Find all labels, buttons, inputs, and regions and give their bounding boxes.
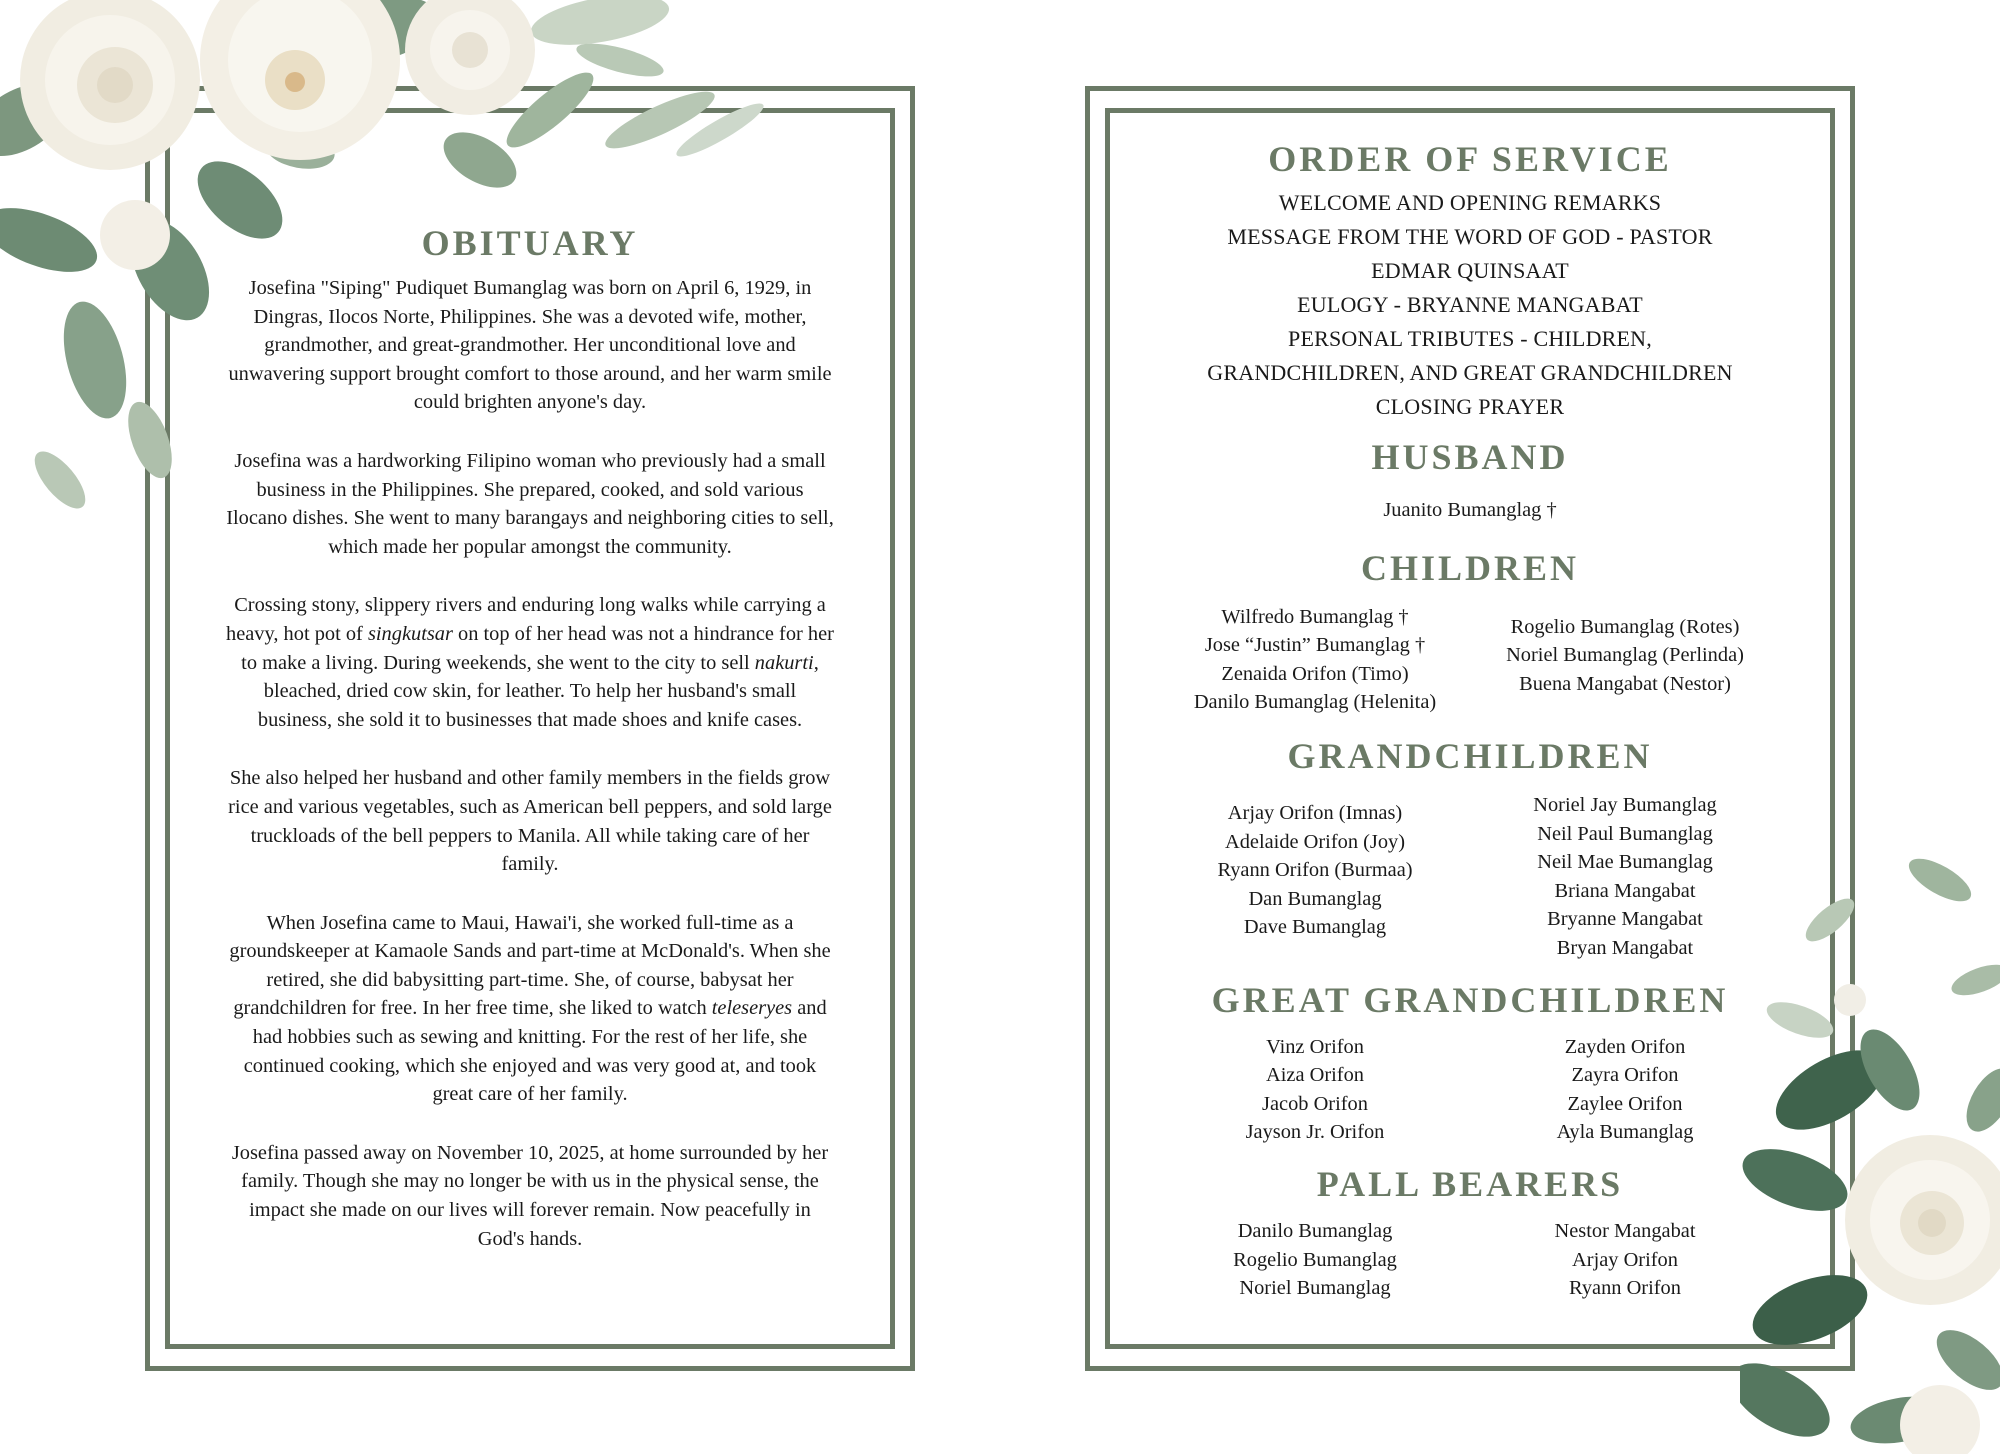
grandchildren-columns xyxy=(1135,791,1805,963)
pall-bearer-name: Ryann Orifon xyxy=(1569,1277,1681,1300)
obituary-paragraph xyxy=(225,1139,835,1253)
husband-name: Juanito Bumanglag † xyxy=(1383,499,1557,521)
obituary-text-run: When Josefina came to Maui, Hawai'i, she worked full-time as a groundskeeper at Kamaole Sands and part-time at McDonald's. When she retired, she did babysitting part-time. She, of course, babysat her grandchildren for free. In her free time, she liked to watch xyxy=(229,911,831,1020)
grandchild-name: Arjay Orifon (Imnas) xyxy=(1227,801,1403,824)
child-name: Buena Mangabat (Nestor) xyxy=(1519,672,1731,695)
grandchild-name: Neil Paul Bumanglag xyxy=(1537,822,1713,845)
child-name: Noriel Bumanglag (Perlinda) xyxy=(1506,644,1744,667)
children-left-column xyxy=(1160,603,1470,717)
child-name: Jose “Justin” Bumanglag † xyxy=(1204,634,1426,657)
order-of-service-item: PERSONAL TRIBUTES - CHILDREN, xyxy=(1288,326,1652,351)
grandchild-name: Neil Mae Bumanglag xyxy=(1537,851,1713,874)
pall-bearer-name: Nestor Mangabat xyxy=(1554,1219,1696,1242)
obituary-body xyxy=(225,274,835,1253)
order-of-service-list xyxy=(1135,186,1805,424)
grandchild-name: Briana Mangabat xyxy=(1554,879,1696,902)
grandchild-name: Dave Bumanglag xyxy=(1243,916,1387,939)
great-grandchild-name: Ayla Bumanglag xyxy=(1556,1121,1694,1144)
order-of-service-item: EDMAR QUINSAAT xyxy=(1371,258,1569,283)
great-grandchild-name: Zaylee Orifon xyxy=(1567,1092,1683,1115)
pall-bearer-name: Rogelio Bumanglag xyxy=(1233,1248,1397,1271)
pall-bearers-left-column xyxy=(1160,1217,1470,1303)
obituary-italic-term: nakurti xyxy=(754,651,814,674)
obituary-title: OBITUARY xyxy=(421,223,639,263)
obituary-paragraph xyxy=(225,591,835,734)
great-grandchildren-right-column xyxy=(1470,1033,1780,1147)
obituary-text-run: Josefina "Siping" Pudiquet Bumanglag was born on April 6, 1929, in Dingras, Ilocos Norte, Philippines. She was a devoted wife, mother, grandmother, and great-grandmother. Her unconditional love and unwavering support brought comfort to those around, and her warm smile could brighten anyone's day. xyxy=(228,277,832,414)
grandchild-name: Bryan Mangabat xyxy=(1556,936,1694,959)
great-grandchild-name: Zayra Orifon xyxy=(1571,1064,1679,1087)
obituary-paragraph xyxy=(225,274,835,417)
great-grandchild-name: Zayden Orifon xyxy=(1564,1035,1686,1058)
grandchildren-title: GRANDCHILDREN xyxy=(1287,735,1653,776)
child-name: Zenaida Orifon (Timo) xyxy=(1221,662,1409,685)
obituary-text-run: Josefina passed away on November 10, 2025, at home surrounded by her family. Though she may no longer be with us in the physical sense, the impact she made on our lives will forever remain. Now peacefully in God's hands. xyxy=(231,1141,829,1250)
pall-bearers-right-column xyxy=(1470,1217,1780,1303)
pall-bearer-name: Danilo Bumanglag xyxy=(1237,1219,1393,1242)
order-of-service-item: GRANDCHILDREN, AND GREAT GRANDCHILDREN xyxy=(1207,360,1733,385)
obituary-text-run: She also helped her husband and other family members in the fields grow rice and various vegetables, such as American bell peppers, and sold large truckloads of the bell peppers to Manila. All while taking care of her family. xyxy=(228,767,832,876)
great-grandchildren-title: GREAT GRANDCHILDREN xyxy=(1211,979,1729,1020)
order-of-service-item: CLOSING PRAYER xyxy=(1375,394,1565,419)
order-of-service-item: MESSAGE FROM THE WORD OF GOD - PASTOR xyxy=(1227,224,1713,249)
children-title: CHILDREN xyxy=(1360,547,1580,588)
obituary-paragraph xyxy=(225,447,835,561)
children-columns xyxy=(1135,603,1805,717)
obituary-italic-term: teleseryes xyxy=(711,997,793,1020)
order-of-service-item: WELCOME AND OPENING REMARKS xyxy=(1278,190,1662,215)
great-grandchild-name: Vinz Orifon xyxy=(1266,1035,1364,1058)
pall-bearer-name: Arjay Orifon xyxy=(1572,1248,1678,1271)
obituary-text-run: on top of her head was not a hindrance for her to make a living. During weekends, she went to the city to sell xyxy=(241,622,834,674)
obituary-text-run: Josefina was a hardworking Filipino woman who previously had a small business in the Philippines. She prepared, cooked, and sold various Ilocano dishes. She went to many barangays and neighboring cities to sell, which made her popular amongst the community. xyxy=(226,449,834,558)
grandchildren-right-column xyxy=(1470,791,1780,963)
great-grandchild-name: Jayson Jr. Orifon xyxy=(1245,1121,1385,1144)
great-grandchild-name: Jacob Orifon xyxy=(1262,1092,1368,1115)
child-name: Rogelio Bumanglag (Rotes) xyxy=(1510,615,1740,638)
service-content xyxy=(1135,138,1805,1303)
obituary-paragraph xyxy=(225,764,835,878)
obituary-paragraph xyxy=(225,909,835,1109)
grandchild-name: Noriel Jay Bumanglag xyxy=(1533,793,1717,816)
pall-bearer-name: Noriel Bumanglag xyxy=(1239,1277,1391,1300)
great-grandchildren-left-column xyxy=(1160,1033,1470,1147)
children-right-column xyxy=(1470,603,1780,717)
child-name: Danilo Bumanglag (Helenita) xyxy=(1193,691,1437,714)
order-of-service-title: ORDER OF SERVICE xyxy=(1268,139,1672,179)
grandchild-name: Dan Bumanglag xyxy=(1248,887,1382,910)
grandchildren-left-column xyxy=(1160,791,1470,963)
obituary-text-run: , bleached, dried cow skin, for leather. To help her husband's small business, she sold it to businesses that made shoes and knife cases. xyxy=(257,651,819,731)
grandchild-name: Adelaide Orifon (Joy) xyxy=(1224,830,1406,853)
pall-bearers-title: PALL BEARERS xyxy=(1316,1163,1624,1204)
great-grandchildren-columns xyxy=(1135,1033,1805,1147)
grandchild-name: Bryanne Mangabat xyxy=(1547,908,1703,931)
husband-title: HUSBAND xyxy=(1371,437,1569,477)
great-grandchild-name: Aiza Orifon xyxy=(1266,1064,1364,1087)
obituary-content xyxy=(225,222,835,1253)
obituary-text-run: and had hobbies such as sewing and knitting. For the rest of her life, she continued cooking, which she enjoyed and was very good at, and took great care of her family. xyxy=(243,997,827,1106)
obituary-text-run: Crossing stony, slippery rivers and enduring long walks while carrying a heavy, hot pot of xyxy=(226,594,826,645)
pall-bearers-columns xyxy=(1135,1217,1805,1303)
order-of-service-item: EULOGY - BRYANNE MANGABAT xyxy=(1297,292,1643,317)
child-name: Wilfredo Bumanglag † xyxy=(1221,605,1409,628)
obituary-italic-term: singkutsar xyxy=(367,622,453,645)
grandchild-name: Ryann Orifon (Burmaa) xyxy=(1217,859,1413,882)
